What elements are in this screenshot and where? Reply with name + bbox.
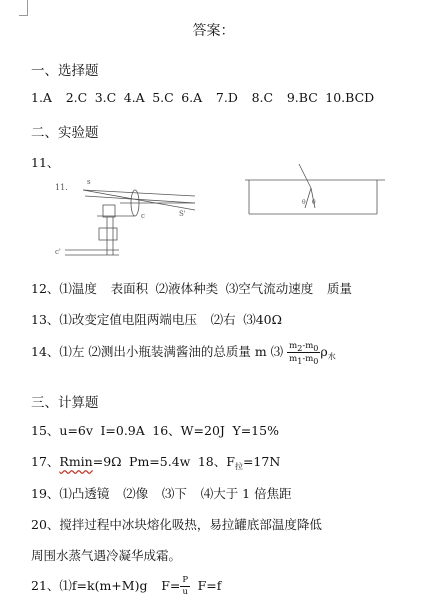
- q14-denominator: m1-m0: [289, 354, 319, 366]
- q12-part-b: 表面积: [110, 281, 149, 296]
- q21-force-fraction: $\frac{P}{u}$: [182, 575, 189, 597]
- q12-part-e: 质量: [326, 281, 352, 296]
- q12-part-d: ⑶空气流动速度: [225, 281, 314, 296]
- q17-rmin-value: =9Ω: [92, 454, 122, 469]
- choice-answer-6: 6.A: [181, 90, 203, 105]
- q11-left-label-1: 11.: [55, 183, 68, 192]
- q20-line-2: 周围水蒸气遇冷凝华成霜。: [31, 548, 182, 563]
- q20-line-1: 20、搅拌过程中冰块熔化吸热，易拉罐底部温度降低: [31, 517, 322, 532]
- q14-part-a: 14、⑴左 ⑵测出小瓶装满酱油的总质量 m ⑶: [31, 344, 284, 359]
- q14-rho: ρ: [320, 344, 328, 359]
- q19-part-a: 19、⑴凸透镜: [31, 486, 110, 501]
- q11-lens-diagram: [55, 170, 205, 270]
- q21-force-equals-friction: F=f: [197, 578, 222, 593]
- q19-part-c: ⑶下: [161, 486, 187, 501]
- choice-answers: [31, 90, 374, 105]
- q16-efficiency: Y=15%: [232, 423, 279, 438]
- q15-voltage: 15、u=6v: [31, 423, 93, 438]
- q16-work: 16、W=20J: [152, 423, 225, 438]
- q12-part-c: ⑵液体种类: [155, 281, 219, 296]
- q13-answer: [31, 310, 282, 328]
- q21-force-label: F=: [161, 578, 181, 593]
- q14-rho-subscript: 水: [327, 352, 336, 361]
- q12-answer: [31, 279, 352, 297]
- q13-part-c: ⑶40Ω: [243, 312, 282, 327]
- q19-part-b: ⑵像: [123, 486, 149, 501]
- q11-left-label-5: c': [55, 248, 61, 256]
- q21-friction: 21、⑴f=k(m+M)g: [31, 578, 148, 593]
- section-heading-experiment: 二、实验题: [31, 125, 99, 141]
- q15-current: I=0.9A: [100, 423, 145, 438]
- choice-answer-4: 4.A: [123, 90, 145, 105]
- section-heading-choice: 一、选择题: [31, 63, 99, 79]
- q11-refraction-diagram: [245, 160, 385, 220]
- choice-answer-8: 8.C: [251, 90, 274, 105]
- choice-answer-5: 5.C: [152, 90, 174, 105]
- section-heading-calculation: 三、计算题: [31, 395, 99, 411]
- q19-part-d: ⑷大于 1 倍焦距: [200, 486, 292, 501]
- q11-right-label-2: θ: [312, 199, 316, 206]
- choice-answer-1: 1.A: [31, 90, 52, 105]
- q14-numerator: m2-m0: [289, 341, 319, 353]
- q17-rmin: Rmin: [59, 454, 93, 469]
- q13-part-b: ⑵右: [210, 312, 236, 327]
- q17-number: 17、: [31, 454, 60, 469]
- choice-answer-3: 3.C: [94, 90, 117, 105]
- page-title: 答案：: [192, 23, 235, 39]
- page-corner-mark: [19, 0, 28, 16]
- q13-part-a: 13、⑴改变定值电阻两端电压: [31, 312, 197, 327]
- choice-answer-2: 2.C: [65, 90, 88, 105]
- q11-right-label-1: θ: [302, 199, 306, 206]
- q17-18-answer: [31, 452, 280, 470]
- q19-answer: [31, 484, 292, 502]
- q17-power: Pm=5.4w: [129, 454, 191, 469]
- choice-answer-9: 9.BC: [286, 90, 318, 105]
- choice-answer-7: 7.D: [215, 90, 238, 105]
- q11-left-label-2: s: [87, 178, 91, 186]
- q18-force-subscript: 拉: [234, 462, 243, 471]
- q21-answer: [31, 575, 221, 598]
- q11-left-label-4: S': [179, 210, 186, 218]
- q18-force-value: =17N: [242, 454, 281, 469]
- q11-left-label-3: c: [141, 212, 145, 220]
- q14-density-formula: [287, 340, 320, 365]
- q11-number: 11、: [31, 155, 60, 170]
- choice-answer-10: 10.BCD: [325, 90, 375, 105]
- q18-force: 18、F: [197, 454, 235, 469]
- q15-16-answer: [31, 421, 279, 439]
- q12-part-a: 12、⑴温度: [31, 281, 97, 296]
- q14-answer: [31, 340, 336, 365]
